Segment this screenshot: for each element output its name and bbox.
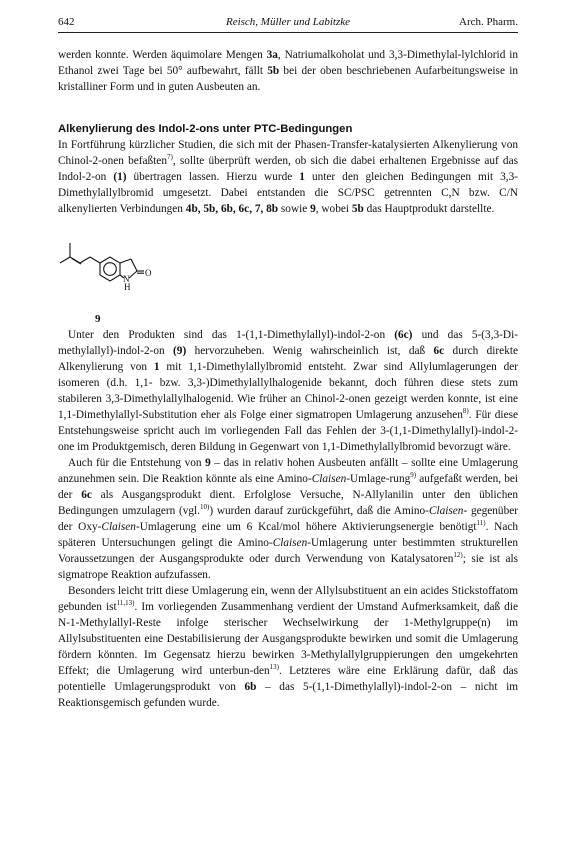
structure-figure-9	[58, 227, 518, 325]
paragraph-ptc-intro: In Fortführung kürzlicher Studien, die sich mit der Phasen-Transfer-katalysierten Alkenylierung von Chinol-2-onen befaßten$^{7)}$, sollte überprüft werden, ob sich die dabei erhaltenen Ergebnisse auf das Indol-2-on (1) übertragen lassen. Hierzu wurde 1 unter den gleichen Bedingungen mit 3,3-Dimethylallylbromid umgesetzt. Dabei entstanden die SC/PSC getrennten C,N bzw. C/N alkenylierten Verbindungen 4b, 5b, 6b, 6c, 7, 8b sowie 9, wobei 5b das Hauptprodukt darstellte.	[58, 139, 518, 215]
atom-o-label: O	[145, 268, 152, 278]
bond	[131, 259, 137, 271]
article-body	[58, 47, 518, 711]
paragraph-products: Unter den Produkten sind das 1-(1,1-Dimethylallyl)-indol-2-on (6c) und das 5-(3,3-Di-methylallyl)-indol-2-on (9) hervorzuheben. Wenig wahrscheinlich ist, daß 6c durch direkte Alkenylierung von 1 mit 1,1-Dimethylallylbromid entsteht. Zwar sind Allylumlagerungen der isomeren (d.h. 1,1- bzw. 3,3-)Dimethylallylhalogenide bekannt, doch führen diese stets zum stabileren 3,3-Dimethylallylhalogenid. Wie früher an Chinol-2-onen gezeigt werden konnte, ist eine 1,1-Dimethylallyl-Substitution eher als Folge einer sigmatropen Umlagerung anzusehen$^{8)}$. Für diese Entstehungsweise spricht auch im vorliegenden Fall das Fehlen der 3-(1,1-Dimethylallyl)-indol-2-one im Produktgemisch, deren Bildung in Gegenwart von 1,1-Dimethylallylbromid bevorzugt wäre.	[58, 329, 518, 453]
paragraph-continuation: werden konnte. Werden äquimolare Mengen 3a, Natriumalkoholat und 3,3-Dimethylal-lylchlorid in Ethanol zwei Tage bei 50° aufbewahrt, fällt 5b bei der oben beschriebenen Aufarbeitungsweise in kristalliner Form und in guten Ausbeuten an.	[58, 49, 518, 93]
chemical-structure-drawing	[58, 227, 218, 311]
compound-number-label: 9	[95, 313, 101, 325]
authors: Reisch, Müller und Labitzke	[225, 16, 351, 28]
running-header	[58, 14, 518, 33]
atom-n-label: N	[123, 274, 130, 284]
bond	[72, 259, 81, 265]
section-heading: Alkenylierung des Indol-2-ons unter PTC-Bedingungen	[58, 123, 353, 135]
aromatic-circle	[104, 263, 117, 276]
paragraph-rearrangement: Besonders leicht tritt diese Umlagerung ein, wenn der Allylsubstituent an ein acides Stickstoffatom gebunden ist$^{11,13)}$. Im vorliegenden Zusammenhang verdient der Umstand Aufmerksamkeit, daß die N-1-Methylallyl-Reste infolge sterischer Wechselwirkung der 1-Methylgruppe(n) im Allylsubstituenten eine Destabilisierung der Ausgangsprodukte bewirken und somit die Umlagerung fördern könnten. Im Gegensatz hierzu bewirken 3-Methylallylgruppierungen den umgekehrten Effekt; die Umlagerung wird unterbun-den$^{13)}$. Letzteres wäre eine Erklärung dafür, daß das potentielle Umlagerungsprodukt von 6b – das 5-(1,1-Dimethylallyl)-indol-2-on – nicht im Reaktionsgemisch gefunden wurde.	[58, 585, 519, 709]
bond	[90, 257, 100, 263]
page-number: 642	[58, 16, 75, 28]
atom-h-label: H	[124, 282, 131, 292]
benzene-ring	[100, 257, 120, 281]
bond	[129, 271, 137, 278]
bond	[120, 259, 131, 263]
paragraph-claisen: Auch für die Entstehung von 9 – das in relativ hohen Ausbeuten anfällt – sollte eine Umlagerung anzunehmen sein. Die Reaktion könnte als eine Amino-Claisen-Umlage-rung$^{9)}$ aufgefaßt werden, bei der 6c als Ausgangsprodukt dient. Erfolglose Versuche, N-Allylanilin unter den üblichen Bedingungen umzulagern (vgl.$^{10)}$) wurden darauf zurückgeführt, daß die Amino-Claisen- gegenüber der Oxy-Claisen-Umlagerung eine um 6 Kcal/mol höhere Aktivierungsenergie benötigt$^{11)}$. Nach späteren Untersuchungen gelingt die Amino-Claisen-Umlagerung unter bestimmten strukturellen Voraussetzungen der Ausgangsprodukte oder durch Verwendung von Katalysatoren$^{12)}$; sie ist als sigmatrope Reaktion aufzufassen.	[58, 457, 519, 581]
bond	[60, 257, 70, 263]
journal-name: Arch. Pharm.	[459, 16, 518, 28]
bond	[80, 257, 90, 263]
